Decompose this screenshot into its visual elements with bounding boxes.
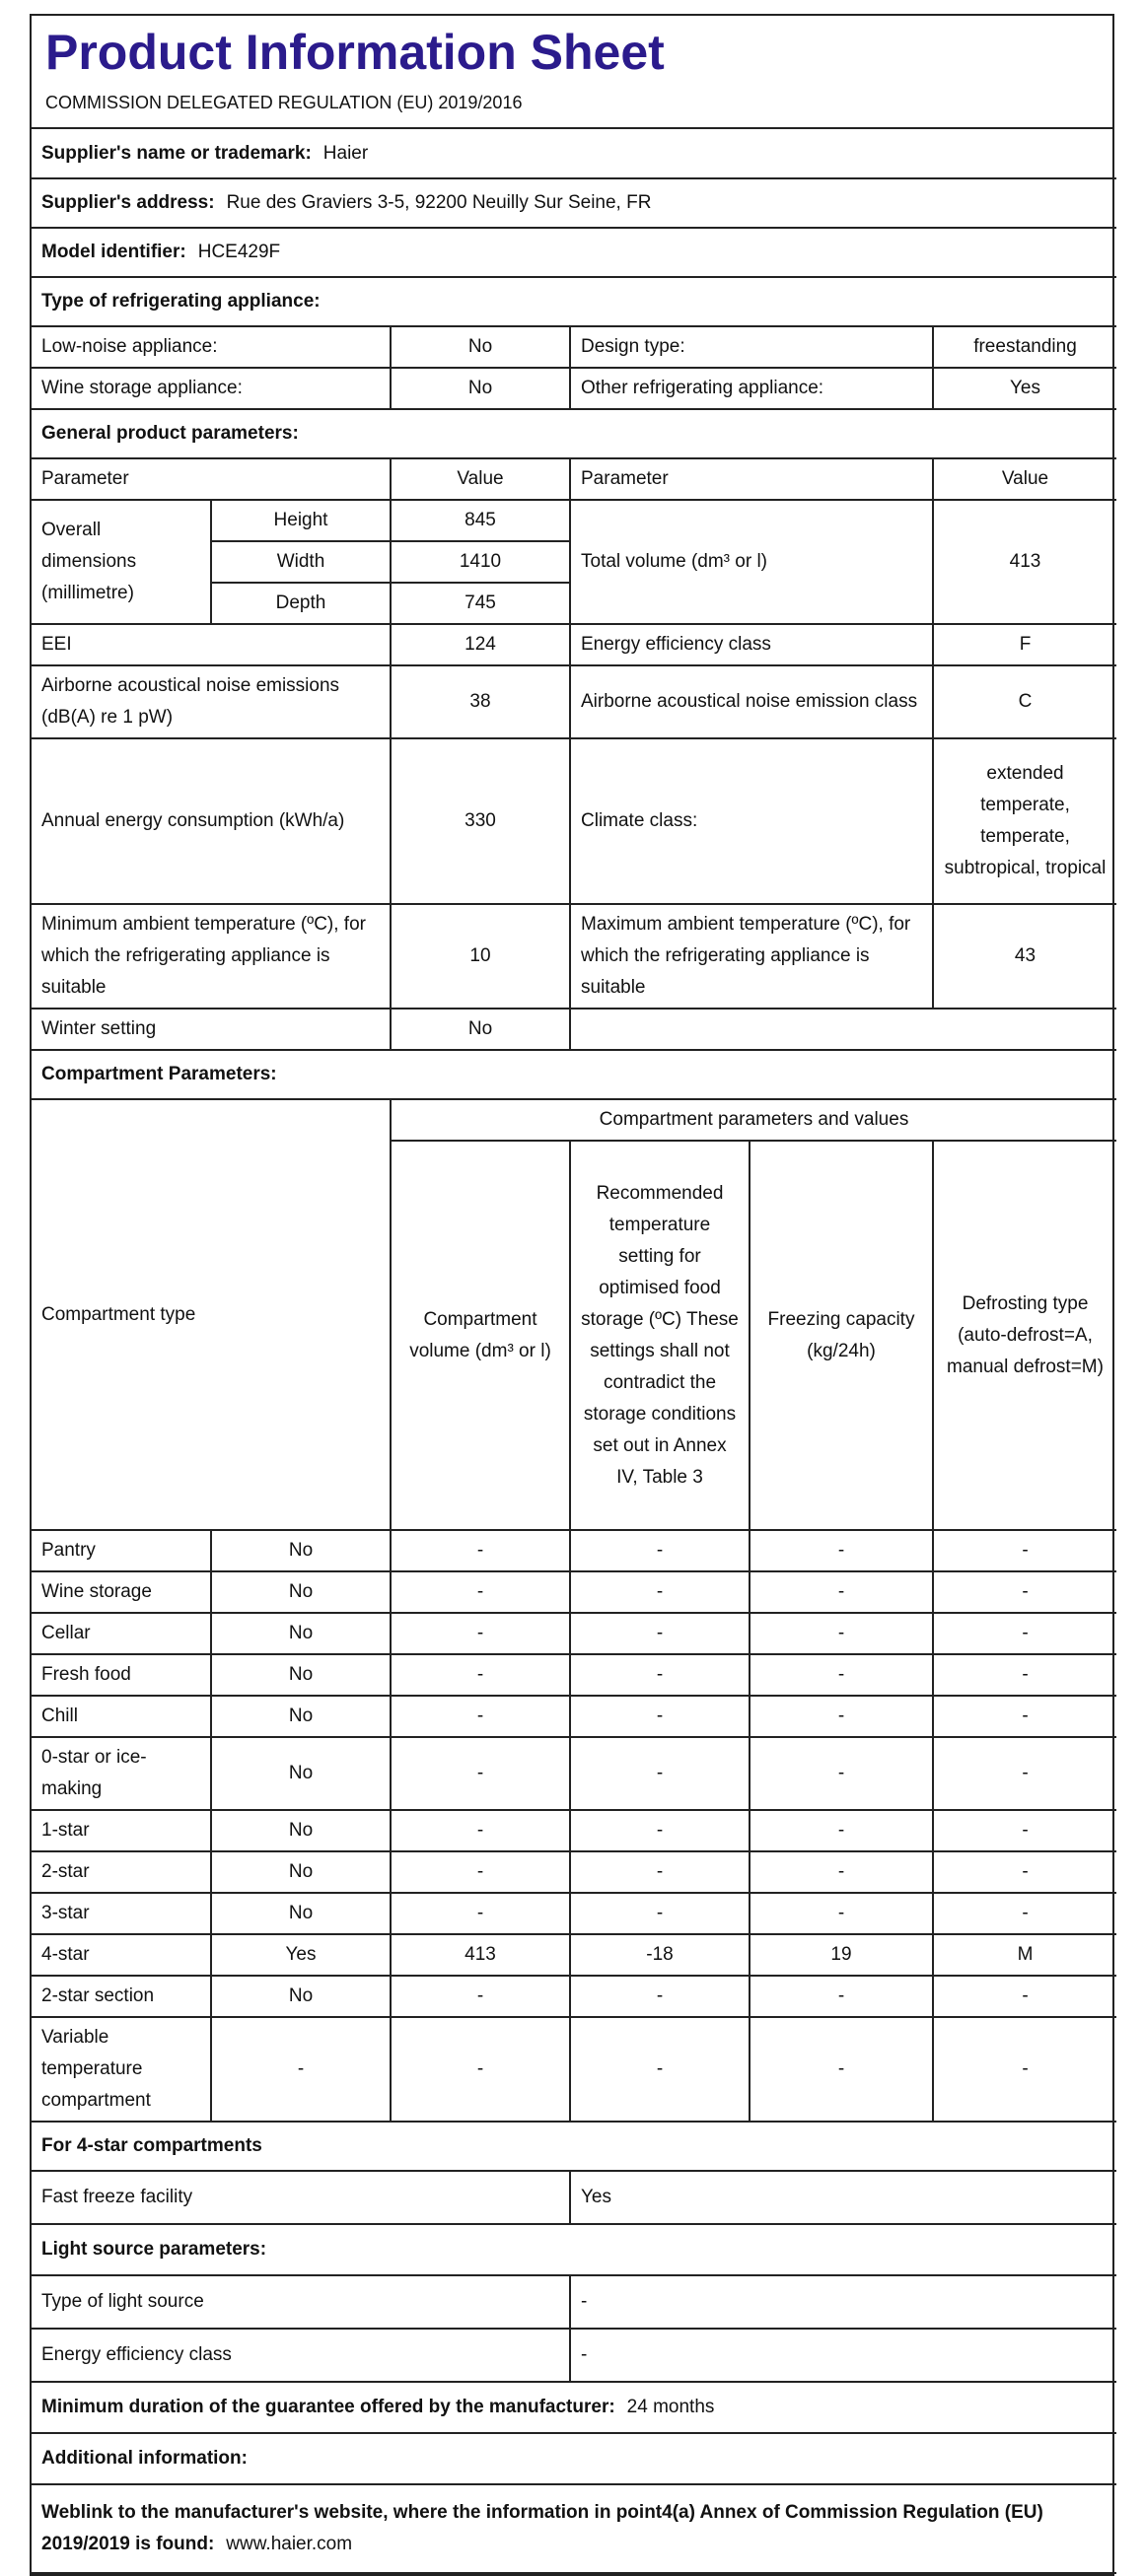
low-noise-value: No (391, 326, 570, 368)
compartment-defrost: - (933, 1696, 1116, 1737)
supplier-name-value: Haier (322, 142, 369, 164)
compartment-group-header: Compartment parameters and values (391, 1099, 1116, 1141)
additional-info-row (32, 2433, 1116, 2484)
value-header: Value (391, 458, 570, 500)
compartment-name: 4-star (32, 1934, 211, 1976)
height-value: 845 (391, 500, 570, 541)
compartment-volume: - (391, 1530, 570, 1571)
table-row (32, 1737, 1116, 1810)
table-row (32, 1571, 1116, 1613)
compartment-defrost: - (933, 1613, 1116, 1654)
climate-class-label: Climate class: (570, 738, 933, 904)
compartment-freezing: - (750, 1613, 933, 1654)
compartment-defrost: - (933, 2017, 1116, 2122)
value-header: Value (933, 458, 1116, 500)
compartment-defrost: - (933, 1737, 1116, 1810)
regulation-reference: COMMISSION DELEGATED REGULATION (EU) 2019/2016 (45, 93, 523, 112)
parameter-header: Parameter (32, 458, 391, 500)
table-row (32, 1530, 1116, 1571)
recommended-temperature-header: Recommended temperature setting for optimised food storage (ºC) These settings shall not contradict the storage conditions set out in Annex IV, Table 3 (570, 1141, 750, 1530)
compartment-volume: - (391, 1696, 570, 1737)
design-type-value: freestanding (933, 326, 1116, 368)
table-row (32, 1851, 1116, 1893)
compartment-present: No (211, 1737, 391, 1810)
appliance-type-heading: Type of refrigerating appliance: (32, 277, 1116, 326)
compartment-name: 2-star section (32, 1976, 211, 2017)
compartment-temperature: - (570, 1654, 750, 1696)
depth-value: 745 (391, 583, 570, 624)
compartment-volume: - (391, 1893, 570, 1934)
depth-label: Depth (211, 583, 391, 624)
compartment-defrost: - (933, 1893, 1116, 1934)
noise-emissions-value: 38 (391, 665, 570, 738)
energy-class-label: Energy efficiency class (570, 624, 933, 665)
light-class-value: - (570, 2329, 1116, 2382)
compartment-name: Cellar (32, 1613, 211, 1654)
max-ambient-temperature-value: 43 (933, 904, 1116, 1009)
compartment-volume: - (391, 1810, 570, 1851)
compartment-temperature: - (570, 1613, 750, 1654)
appliance-type-heading-row (32, 277, 1116, 326)
weblink-value[interactable]: www.haier.com (226, 2534, 353, 2554)
width-value: 1410 (391, 541, 570, 583)
compartment-volume: - (391, 1654, 570, 1696)
compartment-present: No (211, 1810, 391, 1851)
noise-emissions-label: Airborne acoustical noise emissions (dB(A) re 1 pW) (32, 665, 391, 738)
compartment-present: No (211, 1696, 391, 1737)
compartment-temperature: - (570, 2017, 750, 2122)
compartment-temperature: - (570, 1976, 750, 2017)
general-parameters-heading: General product parameters: (32, 409, 1116, 458)
supplier-address-value: Rue des Graviers 3-5, 92200 Neuilly Sur Seine, FR (226, 192, 652, 213)
compartment-freezing: - (750, 1893, 933, 1934)
compartment-present: No (211, 1613, 391, 1654)
compartment-freezing: - (750, 1571, 933, 1613)
light-source-heading: Light source parameters: (32, 2224, 1116, 2275)
min-ambient-temperature-label: Minimum ambient temperature (ºC), for which the refrigerating appliance is suitable (32, 904, 391, 1009)
noise-class-label: Airborne acoustical noise emission class (570, 665, 933, 738)
light-type-value: - (570, 2275, 1116, 2329)
table-row (32, 2017, 1116, 2122)
empty-cell (570, 1009, 1116, 1050)
other-appliance-value: Yes (933, 368, 1116, 409)
table-row (32, 1934, 1116, 1976)
compartment-volume: - (391, 1571, 570, 1613)
compartment-freezing: - (750, 1851, 933, 1893)
compartment-temperature: - (570, 1530, 750, 1571)
compartment-temperature: - (570, 1737, 750, 1810)
four-star-heading: For 4-star compartments (32, 2122, 1116, 2171)
compartment-defrost: - (933, 1810, 1116, 1851)
other-appliance-label: Other refrigerating appliance: (570, 368, 933, 409)
weblink-row (32, 2484, 1116, 2573)
design-type-label: Design type: (570, 326, 933, 368)
winter-setting-value: No (391, 1009, 570, 1050)
page-title: Product Information Sheet (45, 25, 665, 80)
compartment-name: Wine storage (32, 1571, 211, 1613)
compartment-volume: - (391, 1737, 570, 1810)
compartment-group-header-row (32, 1099, 1116, 1141)
compartment-defrost: - (933, 1654, 1116, 1696)
max-ambient-temperature-label: Maximum ambient temperature (ºC), for which the refrigerating appliance is suitable (570, 904, 933, 1009)
compartment-freezing: - (750, 1530, 933, 1571)
height-label: Height (211, 500, 391, 541)
eei-value: 124 (391, 624, 570, 665)
model-identifier-label: Model identifier: (41, 242, 186, 262)
compartment-freezing: - (750, 1737, 933, 1810)
general-heading-row (32, 409, 1116, 458)
additional-info-heading: Additional information: (32, 2433, 1116, 2484)
compartment-volume: - (391, 1613, 570, 1654)
compartment-present: No (211, 1976, 391, 2017)
compartment-volume: 413 (391, 1934, 570, 1976)
compartment-temperature: - (570, 1810, 750, 1851)
light-class-label: Energy efficiency class (32, 2329, 570, 2382)
compartment-defrost: - (933, 1976, 1116, 2017)
compartment-volume-header: Compartment volume (dm³ or l) (391, 1141, 570, 1530)
light-class-row (32, 2329, 1116, 2382)
compartment-type-header: Compartment type (32, 1099, 391, 1530)
winter-setting-row (32, 1009, 1116, 1050)
light-type-row (32, 2275, 1116, 2329)
total-volume-label: Total volume (dm³ or l) (570, 500, 933, 624)
table-row (32, 1654, 1116, 1696)
compartment-freezing: 19 (750, 1934, 933, 1976)
overall-dimensions-label: Overall dimensions (millimetre) (32, 500, 211, 624)
table-row (32, 1613, 1116, 1654)
annual-energy-label: Annual energy consumption (kWh/a) (32, 738, 391, 904)
supplier-address-row (32, 178, 1116, 228)
climate-class-value: extended temperate, temperate, subtropical, tropical (933, 738, 1116, 904)
fast-freeze-label: Fast freeze facility (32, 2171, 570, 2224)
compartment-present: No (211, 1851, 391, 1893)
supplier-address-label: Supplier's address: (41, 192, 215, 213)
product-information-sheet (30, 14, 1114, 2576)
compartment-defrost: - (933, 1530, 1116, 1571)
title-block (32, 16, 1112, 129)
compartment-temperature: - (570, 1851, 750, 1893)
guarantee-row (32, 2382, 1116, 2433)
compartment-present: No (211, 1530, 391, 1571)
compartment-volume: - (391, 1851, 570, 1893)
compartment-volume: - (391, 2017, 570, 2122)
compartment-name: Fresh food (32, 1654, 211, 1696)
min-ambient-temperature-value: 10 (391, 904, 570, 1009)
table-row (32, 1976, 1116, 2017)
general-column-headers (32, 458, 1116, 500)
parameter-header: Parameter (570, 458, 933, 500)
info-table (32, 129, 1116, 2574)
compartment-temperature: - (570, 1893, 750, 1934)
noise-row (32, 665, 1116, 738)
low-noise-row (32, 326, 1116, 368)
compartment-present: No (211, 1654, 391, 1696)
compartment-heading-row (32, 1050, 1116, 1099)
energy-class-value: F (933, 624, 1116, 665)
table-row (32, 1696, 1116, 1737)
compartment-name: Variable temperature compartment (32, 2017, 211, 2122)
eei-row (32, 624, 1116, 665)
compartment-temperature: - (570, 1696, 750, 1737)
annual-energy-value: 330 (391, 738, 570, 904)
compartment-parameters-heading: Compartment Parameters: (32, 1050, 1116, 1099)
compartment-defrost: - (933, 1851, 1116, 1893)
wine-storage-value: No (391, 368, 570, 409)
compartment-freezing: - (750, 1810, 933, 1851)
ambient-temperature-row (32, 904, 1116, 1009)
model-identifier-value: HCE429F (197, 242, 281, 262)
wine-storage-label: Wine storage appliance: (32, 368, 391, 409)
table-row (32, 1810, 1116, 1851)
compartment-freezing: - (750, 1696, 933, 1737)
wine-storage-row (32, 368, 1116, 409)
freezing-capacity-header: Freezing capacity (kg/24h) (750, 1141, 933, 1530)
low-noise-label: Low-noise appliance: (32, 326, 391, 368)
annual-energy-row (32, 738, 1116, 904)
compartment-freezing: - (750, 1976, 933, 2017)
light-source-heading-row (32, 2224, 1116, 2275)
compartment-temperature: - (570, 1571, 750, 1613)
compartment-temperature: -18 (570, 1934, 750, 1976)
compartment-present: - (211, 2017, 391, 2122)
fast-freeze-value: Yes (570, 2171, 1116, 2224)
compartment-name: 2-star (32, 1851, 211, 1893)
winter-setting-label: Winter setting (32, 1009, 391, 1050)
compartment-name: Pantry (32, 1530, 211, 1571)
compartment-present: No (211, 1571, 391, 1613)
defrosting-type-header: Defrosting type (auto-defrost=A, manual defrost=M) (933, 1141, 1116, 1530)
supplier-name-row (32, 129, 1116, 178)
guarantee-value: 24 months (626, 2397, 715, 2417)
model-identifier-row (32, 228, 1116, 277)
weblink-label: Weblink to the manufacturer's website, where the information in point4(a) Annex of Commission Regulation (EU) 2019/2019 is found: (41, 2502, 1043, 2554)
light-type-label: Type of light source (32, 2275, 570, 2329)
compartment-name: 3-star (32, 1893, 211, 1934)
compartment-present: Yes (211, 1934, 391, 1976)
compartment-freezing: - (750, 2017, 933, 2122)
compartment-defrost: M (933, 1934, 1116, 1976)
supplier-name-label: Supplier's name or trademark: (41, 142, 312, 164)
compartment-freezing: - (750, 1654, 933, 1696)
noise-class-value: C (933, 665, 1116, 738)
compartment-defrost: - (933, 1571, 1116, 1613)
fast-freeze-row (32, 2171, 1116, 2224)
guarantee-label: Minimum duration of the guarantee offered by the manufacturer: (41, 2397, 615, 2417)
compartment-volume: - (391, 1976, 570, 2017)
compartment-name: 0-star or ice-making (32, 1737, 211, 1810)
compartment-name: Chill (32, 1696, 211, 1737)
compartment-present: No (211, 1893, 391, 1934)
width-label: Width (211, 541, 391, 583)
table-row (32, 1893, 1116, 1934)
four-star-heading-row (32, 2122, 1116, 2171)
height-row (32, 500, 1116, 541)
eei-label: EEI (32, 624, 391, 665)
total-volume-value: 413 (933, 500, 1116, 624)
compartment-name: 1-star (32, 1810, 211, 1851)
